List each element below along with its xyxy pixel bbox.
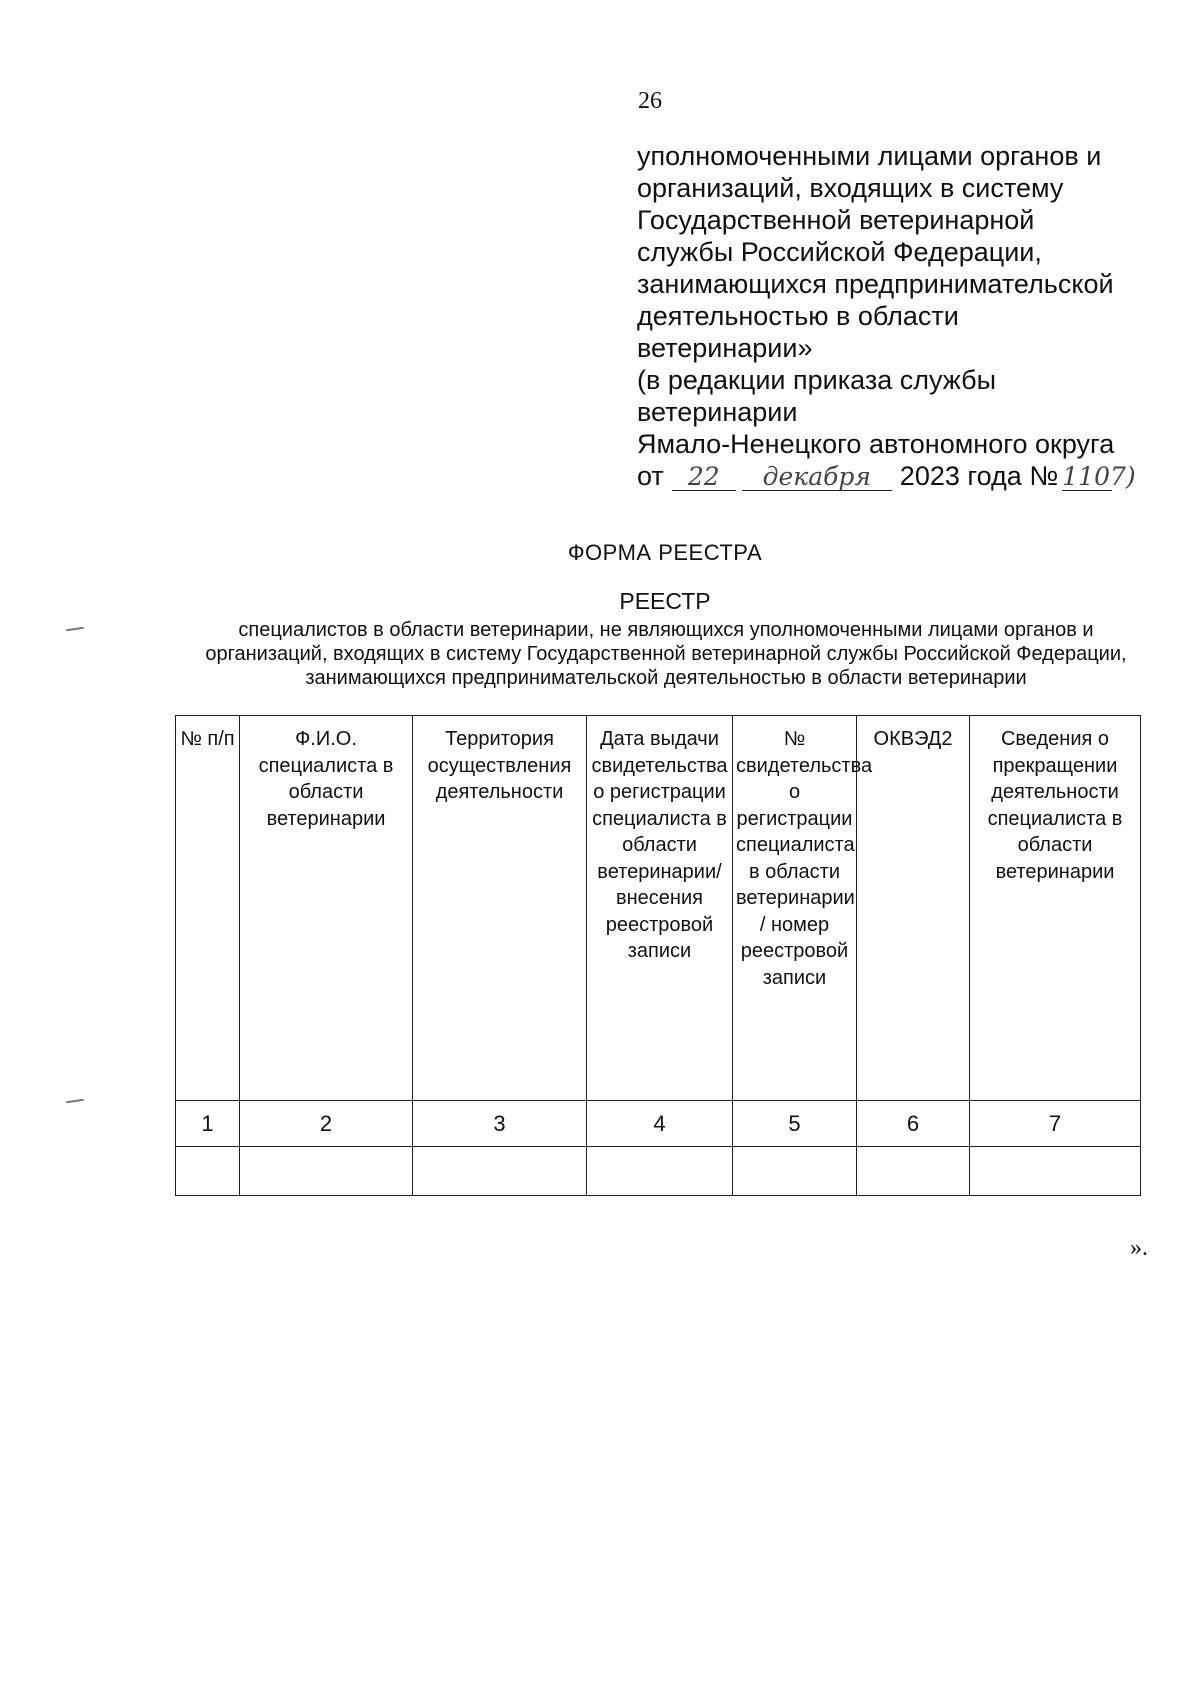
column-number-cell: 2 — [240, 1101, 413, 1147]
registry-subtitle: специалистов в области ветеринарии, не являющихся уполномоченными лицами органов и организаций, входящих в систему Государственной ветеринарной службы Российской Федерации, занимающихся предпринимательской деятельностью в области ветеринарии — [205, 619, 1127, 689]
scan-artifact-mark — [66, 627, 84, 631]
header-line: деятельностью в области — [637, 301, 959, 331]
header-line: (в редакции приказа службы — [637, 365, 997, 395]
registry-table — [175, 715, 1141, 1196]
page-number: 26 — [638, 88, 662, 114]
handwritten-month: декабря — [742, 464, 892, 491]
header-line: Государственной ветеринарной — [637, 205, 1035, 235]
column-number-cell: 1 — [176, 1101, 240, 1147]
form-title: ФОРМА РЕЕСТРА — [567, 540, 763, 565]
column-number-cell: 6 — [857, 1101, 970, 1147]
header-line: ветеринарии» — [637, 333, 813, 363]
header-cell-issue-date: Дата выдачи свидетельства о регистрации специалиста в области ветеринарии/ внесения реестровой записи — [587, 716, 733, 1101]
empty-cell — [413, 1146, 587, 1195]
header-line: службы Российской Федерации, — [637, 237, 1042, 267]
scan-artifact-mark — [66, 1099, 84, 1103]
empty-cell — [240, 1146, 413, 1195]
table-row — [176, 1146, 1141, 1195]
header-line: организаций, входящих в систему — [637, 173, 1064, 203]
column-number-cell: 7 — [970, 1101, 1141, 1147]
header-line: уполномоченными лицами органов и — [637, 141, 1102, 171]
approval-header — [637, 140, 1167, 492]
column-number-cell: 5 — [733, 1101, 857, 1147]
order-date-line — [637, 460, 1167, 492]
date-prefix: от — [637, 461, 664, 491]
handwritten-order-number: 1107) — [1062, 462, 1136, 491]
table-header-row — [176, 716, 1141, 1101]
header-cell-termination: Сведения о прекращении деятельности специалиста в области ветеринарии — [970, 716, 1141, 1101]
closing-quote-mark: ». — [1130, 1235, 1148, 1261]
year-text: 2023 года № — [899, 461, 1059, 491]
header-line: Ямало-Ненецкого автономного округа — [637, 429, 1115, 459]
empty-cell — [176, 1146, 240, 1195]
header-cell-number: № п/п — [176, 716, 240, 1101]
header-line: ветеринарии — [637, 397, 798, 427]
header-cell-certificate-number: № свидетельства о регистрации специалиста в области ветеринарии / номер реестровой записи — [733, 716, 857, 1101]
empty-cell — [857, 1146, 970, 1195]
column-number-cell: 3 — [413, 1101, 587, 1147]
header-cell-territory: Территория осуществления деятельности — [413, 716, 587, 1101]
column-number-row — [176, 1101, 1141, 1147]
empty-cell — [970, 1146, 1141, 1195]
empty-cell — [587, 1146, 733, 1195]
empty-cell — [733, 1146, 857, 1195]
handwritten-day: 22 — [672, 464, 736, 491]
registry-title: РЕЕСТР — [619, 588, 711, 614]
header-cell-fio: Ф.И.О. специалиста в области ветеринарии — [240, 716, 413, 1101]
column-number-cell: 4 — [587, 1101, 733, 1147]
header-line: занимающихся предпринимательской — [637, 269, 1114, 299]
header-cell-okved2: ОКВЭД2 — [857, 716, 970, 1101]
